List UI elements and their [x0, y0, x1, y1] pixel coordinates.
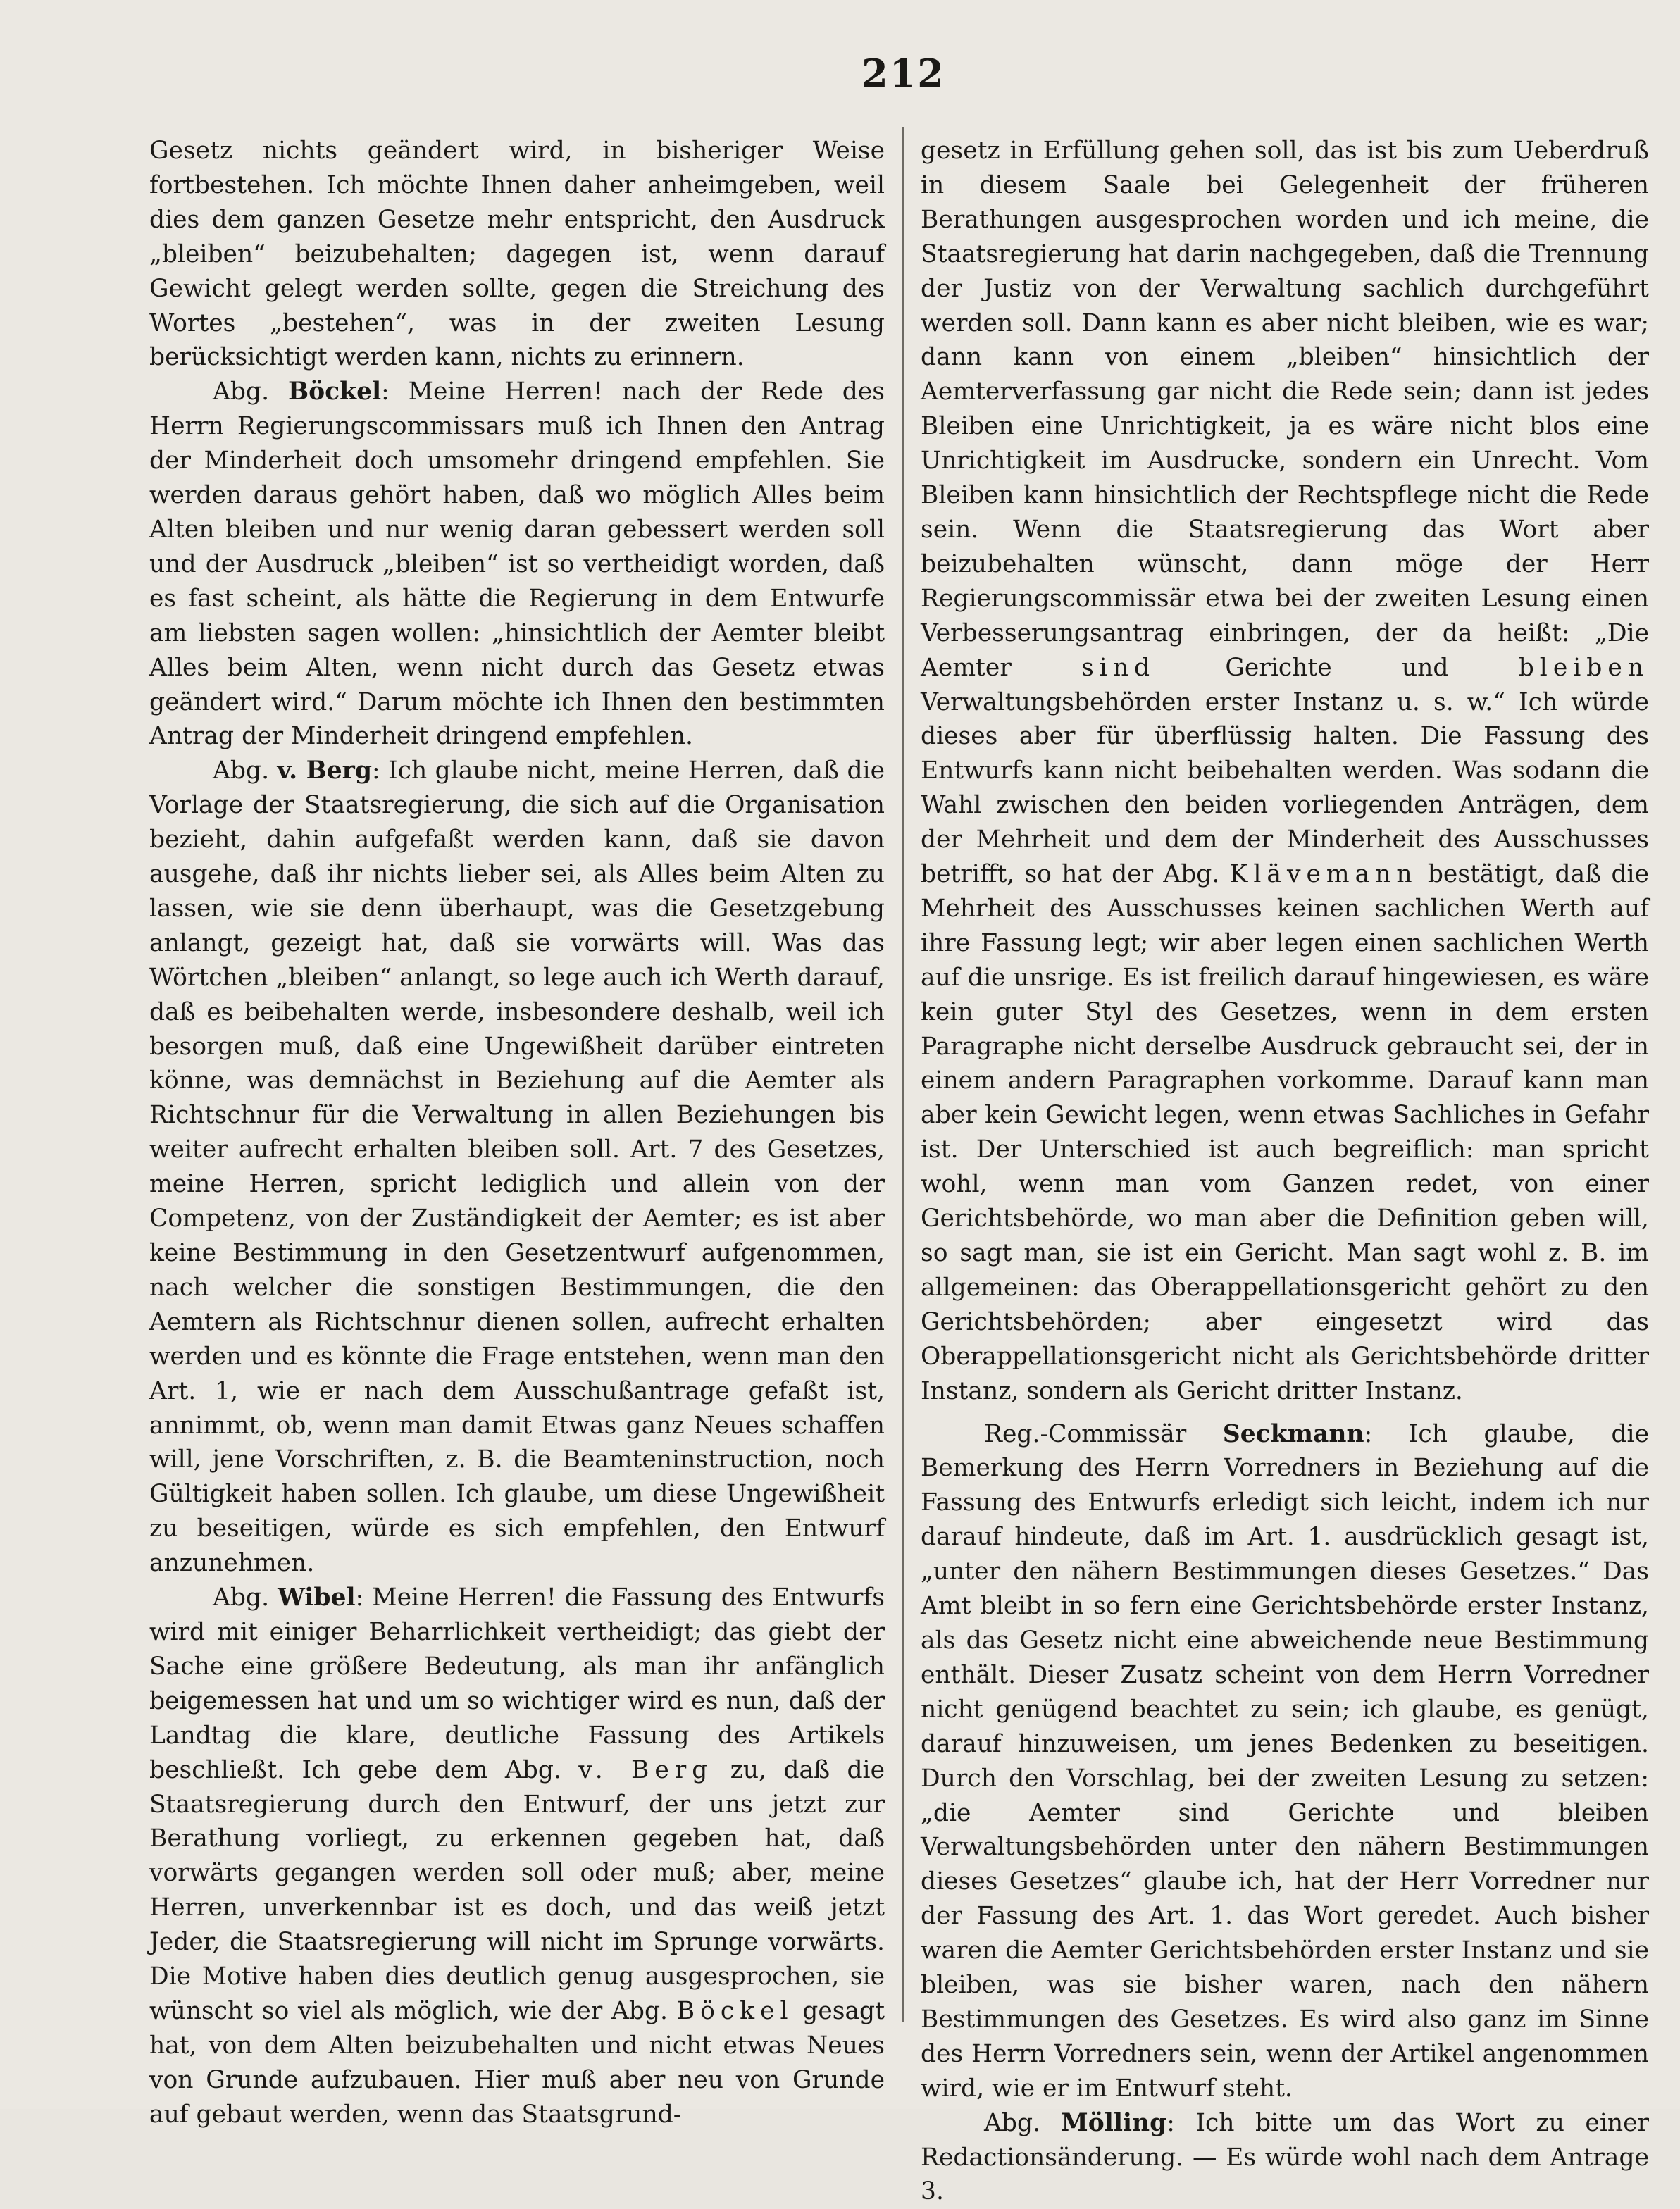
speech-text: bestätigt, daß die Mehrheit des Ausschusses keinen sachlichen Werth auf ihre Fassung legt; wir aber legen einen sachlichen Werth auf die unsrige. Es ist freilich darauf hingewiesen, es wäre kein guter Styl des Gesetzes, wenn in dem ersten Paragraphe nicht derselbe Ausdruck gebraucht sei, der in einem andern Paragraphen vorkomme. Darauf kann man aber kein Gewicht legen, wenn etwas Sachliches in Gefahr ist. Der Unterschied ist auch begreiflich: man spricht wohl, wenn man vom Ganzen redet, von einer Gerichtsbehörde, wo man aber die Definition geben will, so sagt man, sie ist ein Gericht. Man sagt wohl z. B. im allgemeinen: das Oberappellationsgericht gehört zu den Gerichtsbehörden; aber eingesetzt wird das Oberappellationsgericht nicht als Gerichtsbehörde dritter Instanz, sondern als Gericht dritter Instanz.	[921, 860, 1649, 1405]
speech-boeckel	[149, 375, 885, 754]
paragraph: Gesetz nichts geändert wird, in bisheriger Weise fortbestehen. Ich möchte Ihnen daher anheimgeben, weil dies dem ganzen Gesetze mehr entspricht, den Ausdruck „bleiben“ beizubehalten; dagegen ist, wenn darauf Gewicht gelegt werden sollte, gegen die Streichung des Wortes „bestehen“, was in der zweiten Lesung berücksichtigt werden kann, nichts zu erinnern.	[149, 137, 885, 372]
speech-text: : Ich glaube nicht, meine Herren, daß die Vorlage der Staatsregierung, die sich auf die Organisation bezieht, dahin aufgefaßt werden kann, daß sie davon ausgehe, daß ihr nichts lieber sei, als Alles beim Alten zu lassen, wie sie denn überhaupt, was die Gesetzgebung anlangt, gezeigt hat, daß sie vorwärts will. Was das Wörtchen „bleiben“ anlangt, so lege auch ich Werth darauf, daß es beibehalten werde, insbesondere deshalb, weil ich besorgen muß, daß eine Ungewißheit darüber eintreten könne, was demnächst in Beziehung auf die Aemter als Richtschnur für die Verwaltung in allen Beziehungen bis weiter aufrecht erhalten bleiben soll. Art. 7 des Gesetzes, meine Herren, spricht lediglich und allein von der Competenz, von der Zuständigkeit der Aemter; es ist aber keine Bestimmung in den Gesetzentwurf aufgenommen, nach welcher die sonstigen Bestimmungen, die den Aemtern als Richtschnur dienen sollen, aufrecht erhalten werden und es könnte die Frage entstehen, wenn man den Art. 1, wie er nach dem Ausschußantrage gefaßt ist, annimmt, ob, wenn man damit Etwas ganz Neues schaffen will, jene Vorschriften, z. B. die Beamteninstruction, noch Gültigkeit haben sollen. Ich glaube, um diese Ungewißheit zu beseitigen, würde es sich empfehlen, den Entwurf anzunehmen.	[149, 757, 885, 1578]
speech-wibel	[149, 1581, 885, 2132]
speaker-prefix: Abg.	[213, 1583, 270, 1612]
speech-text: Gerichte und	[1225, 653, 1449, 682]
speech-text: gesagt hat, von dem Alten beizubehalten und nicht etwas Neues von Grunde aufzubauen. Hier muß aber neu von Grunde auf gebaut werden, wenn das Staatsgrund-	[149, 1996, 885, 2129]
speaker-prefix: Reg.-Commissär	[984, 1419, 1187, 1448]
speech-text: Verwaltungsbehörden erster Instanz u. s. w.“ Ich würde dieses aber für überflüssig halten. Die Fassung des Entwurfs kann nicht beibehalten werden. Was sodann die Wahl zwischen den beiden vorliegenden Anträgen, dem der Mehrheit und dem der Minderheit des Ausschusses betrifft, so hat der Abg.	[921, 687, 1649, 889]
left-column	[149, 134, 885, 2129]
spaced-name: v. Berg	[578, 1755, 714, 1784]
speaker-name: Böckel	[287, 378, 382, 406]
speech-text: zu, daß die Staatsregierung durch den Entwurf, der uns jetzt zur Berathung vorliegt, zu erkennen gegeben hat, daß vorwärts gegangen werden soll oder muß; aber, meine Herren, unverkennbar ist es doch, und das weiß jetzt Jeder, die Staatsregierung will nicht im Sprunge vorwärts. Die Motive haben dies deutlich genug ausgesprochen, sie wünscht so viel als möglich, wie der Abg.	[149, 1755, 885, 2025]
speech-moelling	[921, 2106, 1649, 2209]
speaker-name: Wibel	[278, 1583, 356, 1612]
spaced-name: Klävemann	[1229, 860, 1418, 889]
speaker-name: v. Berg	[277, 757, 372, 785]
speech-text: : Ich glaube, die Bemerkung des Herrn Vorredners in Beziehung auf die Fassung des Entwurfs erledigt sich leicht, indem ich nur darauf hindeute, daß im Art. 1. ausdrücklich gesagt ist, „unter den nähern Bestimmungen dieses Gesetzes.“ Das Amt bleibt in so fern eine Gerichtsbehörde erster Instanz, als das Gesetz nicht eine abweichende neue Bestimmung enthält. Dieser Zusatz scheint von dem Herrn Vorredner nicht genügend beachtet zu sein; ich glaube, es genügt, darauf hinzuweisen, um jenes Bedenken zu beseitigen. Durch den Vorschlag, bei der zweiten Lesung zu setzen: „die Aemter sind Gerichte und bleiben Verwaltungsbehörden unter den nähern Bestimmungen dieses Gesetzes“ glaube ich, hat der Herr Vorredner nur der Fassung des Art. 1. das Wort geredet. Auch bisher waren die Aemter Gerichtsbehörden erster Instanz und sie bleiben, was sie bisher waren, nach den nähern Bestimmungen des Gesetzes. Es wird also ganz im Sinne des Herrn Vorredners sein, wenn der Artikel angenommen wird, wie er im Entwurf steht.	[921, 1419, 1650, 2103]
speech-text: : Ich bitte um das Wort zu einer Redactionsänderung. — Es würde wohl nach dem Antrage 3.	[921, 2108, 1649, 2206]
speech-text: gesetz in Erfüllung gehen soll, das ist bis zum Ueberdruß in diesem Saale bei Gelegenheit der früheren Berathungen ausgesprochen worden und ich meine, die Staatsregierung hat darin nachgegeben, daß die Trennung der Justiz von der Verwaltung sachlich durchgeführt werden soll. Dann kann es aber nicht bleiben, wie es war; dann kann von einem „bleiben“ hinsichtlich der Aemterverfassung gar nicht die Rede sein; dann ist jedes Bleiben eine Unrichtigkeit, ja es wäre nicht blos eine Unrichtigkeit im Ausdrucke, sondern ein Unrecht. Vom Bleiben kann hinsichtlich der Rechtspflege nicht die Rede sein. Wenn die Staatsregierung das Wort aber beizubehalten wünscht, dann möge der Herr Regierungscommissär etwa bei der zweiten Lesung einen Verbesserungsantrag einbringen, der da heißt: „Die Aemter	[921, 137, 1649, 682]
column-divider	[902, 127, 904, 2022]
speech-text: : Meine Herren! die Fassung des Entwurfs wird mit einiger Beharrlichkeit vertheidigt; das giebt der Sache eine größere Bedeutung, als man ihr anfänglich beigemessen hat und um so wichtiger wird es nun, daß der Landtag die klare, deutliche Fassung des Artikels beschließt. Ich gebe dem Abg.	[149, 1583, 885, 1784]
speech-v-berg	[149, 754, 885, 1581]
spaced-name: Böckel	[676, 1996, 794, 2025]
speaker-name: Seckmann	[1222, 1419, 1364, 1448]
speaker-prefix: Abg.	[213, 757, 270, 785]
speaker-name: Mölling	[1061, 2108, 1167, 2137]
right-column	[921, 134, 1650, 2206]
spaced-word: sind	[1081, 653, 1156, 682]
speaker-prefix: Abg.	[984, 2108, 1041, 2137]
spaced-word: bleiben	[1518, 653, 1650, 682]
speech-seckmann	[921, 1417, 1649, 2106]
speaker-prefix: Abg.	[213, 378, 270, 406]
page-number: 212	[861, 51, 945, 96]
paragraph-continued	[921, 134, 1649, 1409]
speech-text: : Meine Herren! nach der Rede des Herrn Regierungscommissars muß ich Ihnen den Antrag der Minderheit doch umsomehr dringend empfehlen. Sie werden daraus gehört haben, daß wo möglich Alles beim Alten bleiben und nur wenig daran gebessert werden soll und der Ausdruck „bleiben“ ist so vertheidigt worden, daß es fast scheint, als hätte die Regierung in dem Entwurfe am liebsten sagen wollen: „hinsichtlich der Aemter bleibt Alles beim Alten, wenn nicht durch das Gesetz etwas geändert wird.“ Darum möchte ich Ihnen den bestimmten Antrag der Minderheit dringend empfehlen.	[149, 378, 885, 751]
